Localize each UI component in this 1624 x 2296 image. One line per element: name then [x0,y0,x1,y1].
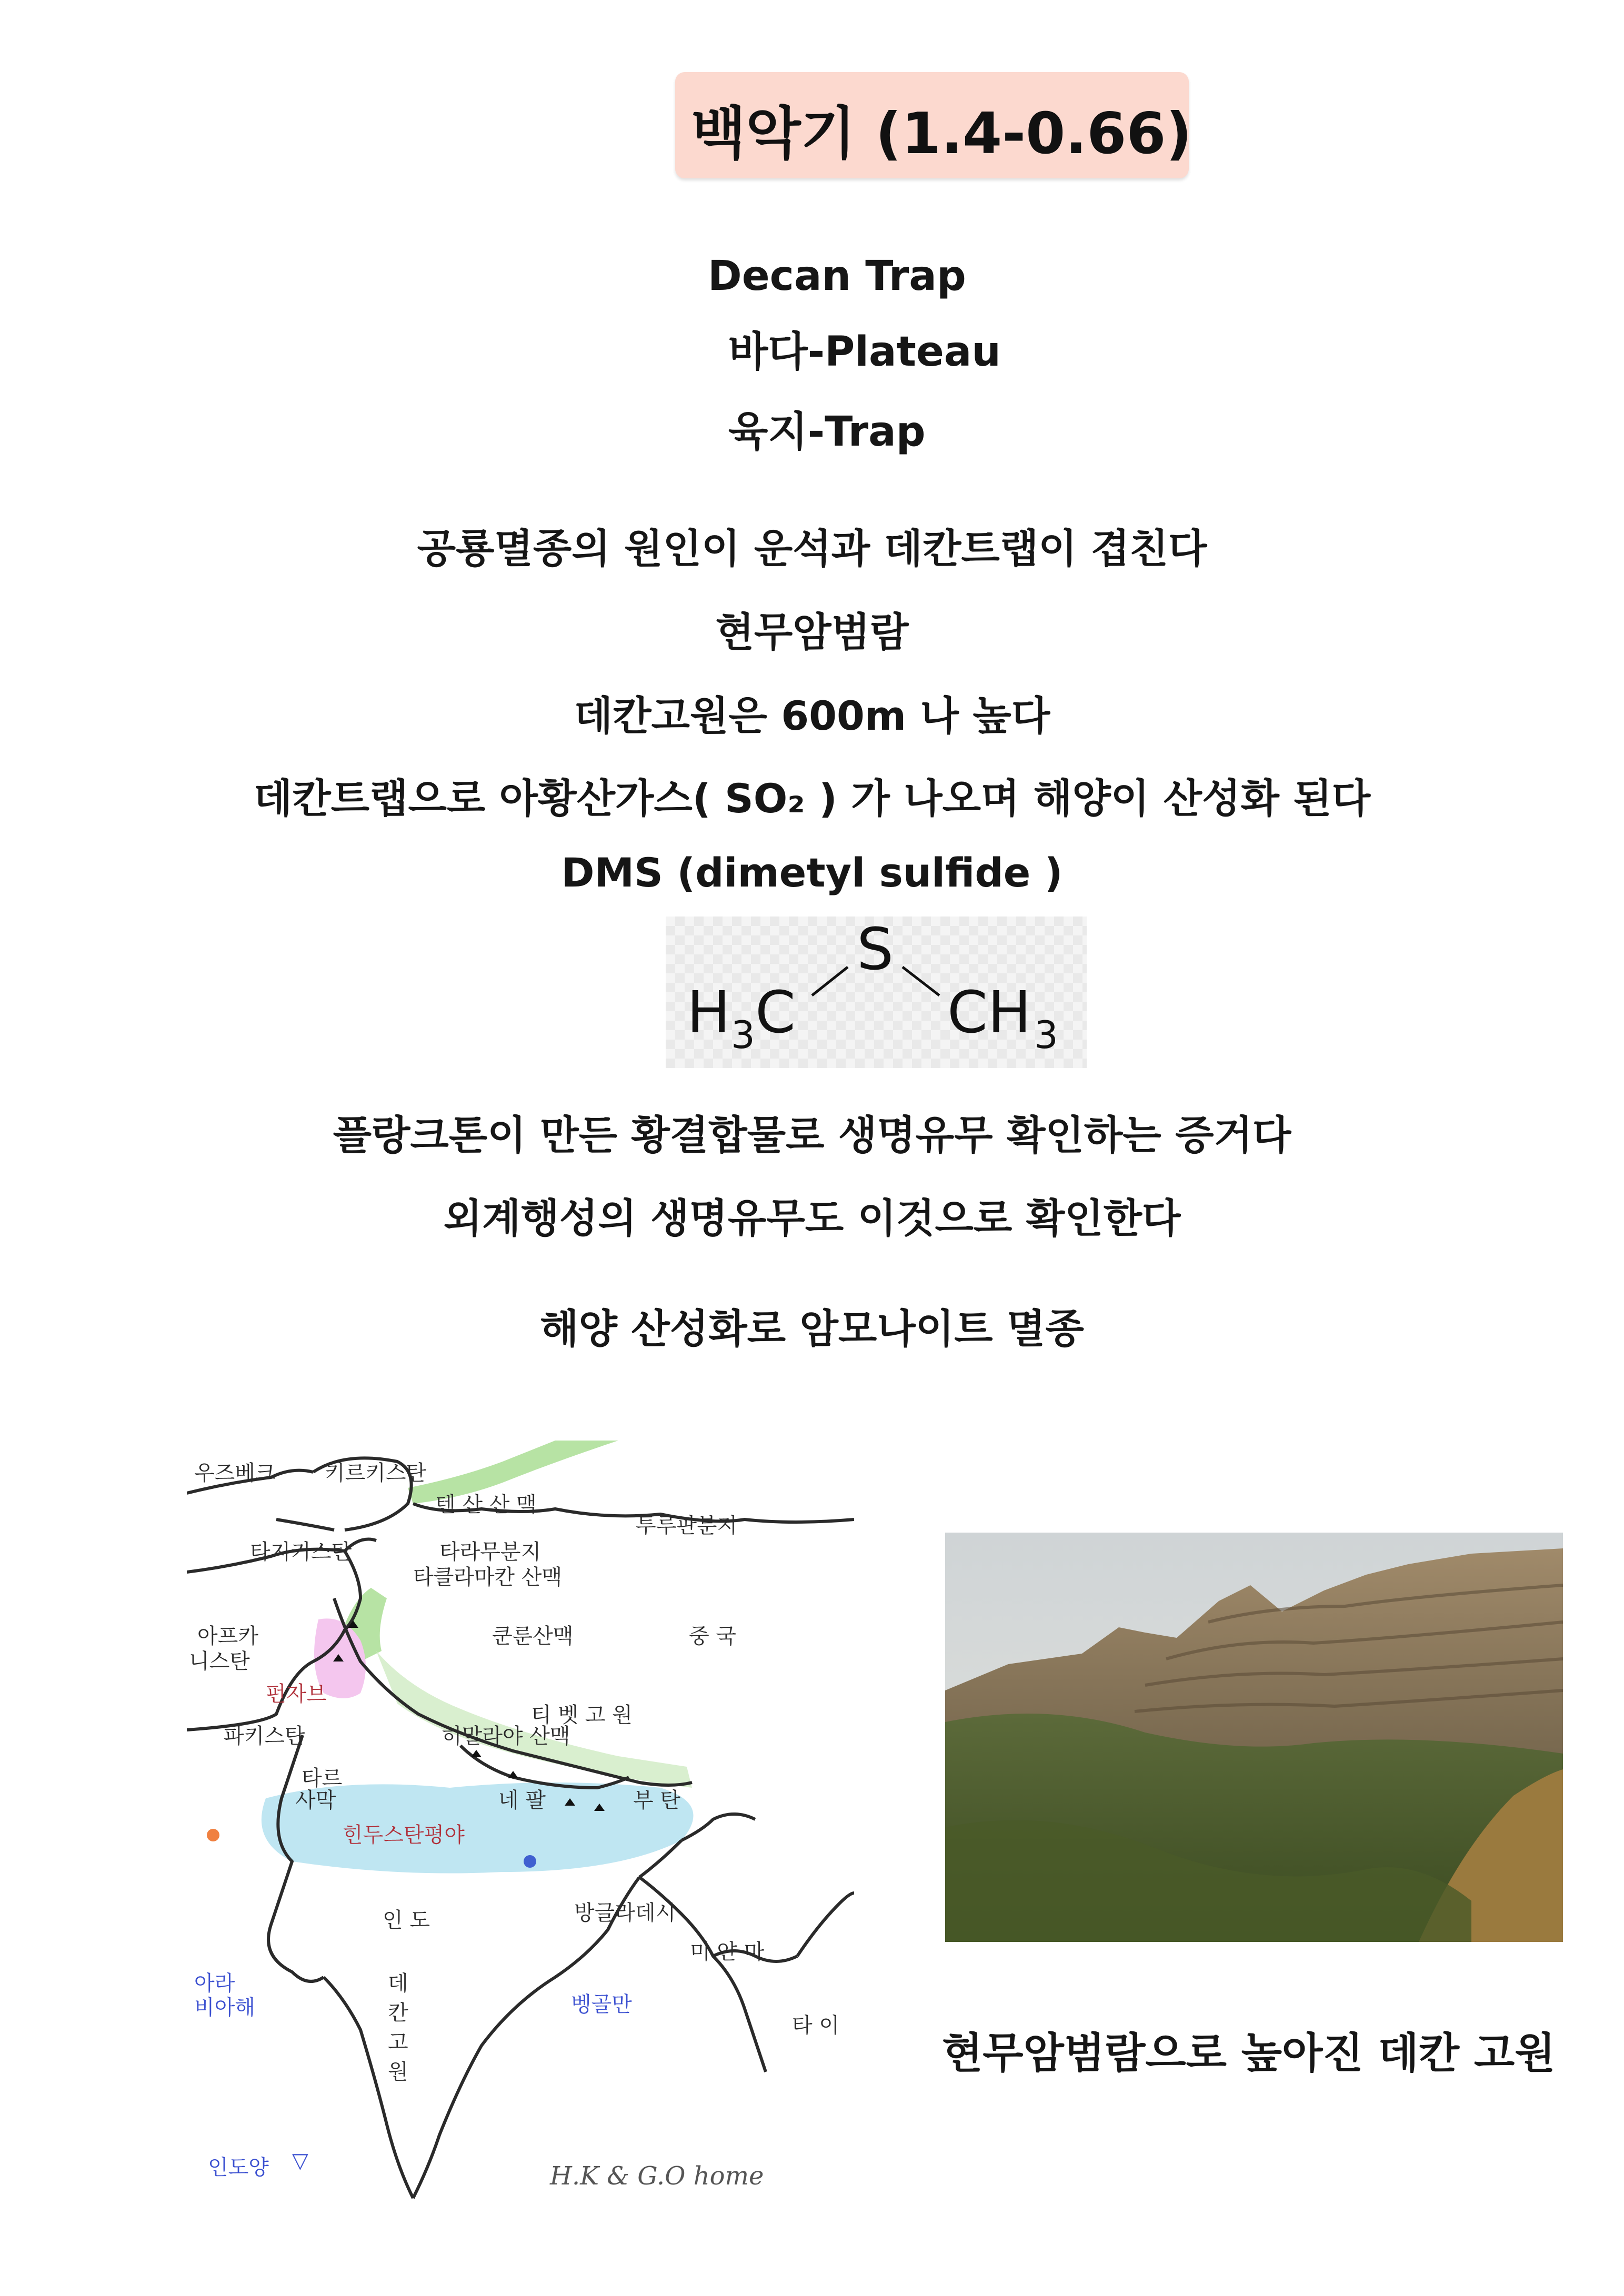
map-label-kyrgyz: 키르키스탄 [325,1461,427,1485]
decan-heading: Decan Trap [708,253,966,300]
text-line-exoplanet: 외계행성의 생명유무도 이것으로 확인한다 [443,1195,1181,1242]
text-line-extinction: 공룡멸종의 원인이 운석과 데칸트랩이 겹친다 [417,525,1207,572]
map-label-tianshan: 텐 산 산 맥 [435,1493,537,1517]
map-label-bangladesh: 방글라데시 [574,1901,676,1925]
map-label-china: 중 국 [689,1624,736,1648]
bond-right [903,967,939,995]
right-methyl-ch: CH [947,979,1031,1046]
map-label-arabia2: 비아해 [194,1996,255,2020]
map-label-thar2: 사막 [295,1788,336,1812]
text-line-plankton: 플랑크톤이 만든 황결합물로 생명유무 확인하는 증거다 [333,1112,1291,1159]
dms-structure-svg [666,917,1087,1068]
so2-text-a: 데칸트랩으로 아황산가스( SO [253,775,788,822]
map-signature: H.K & G.O home [550,2161,764,2191]
map-label-bhutan: 부 탄 [633,1788,680,1812]
map-label-kunlun: 쿤룬산맥 [492,1624,574,1648]
text-line-basalt: 현무암범람 [715,609,909,656]
so2-subscript: ₂ [787,775,805,822]
left-methyl-h: H [687,979,730,1046]
sulfur-atom: S [857,917,894,983]
decan-land: 육지-Trap [728,408,926,456]
text-line-deccan-height: 데칸고원은 600m 나 높다 [574,692,1050,739]
map-label-arabia: 아라 [194,1971,235,1996]
map-label-deccan-4: 원 [388,2060,408,2084]
map-label-punjab: 펀자브 [266,1682,327,1706]
title-box [675,72,1192,178]
left-methyl-sub: 3 [731,1013,755,1057]
map-label-indian-ocean: 인도양 [208,2156,269,2180]
map-label-tajik: 타지키스탄 [250,1540,352,1564]
decan-sea: 바다-Plateau [728,328,1001,376]
map-label-thai: 타 이 [792,2013,839,2038]
map-label-deccan-3: 고 [388,2030,408,2055]
bond-left [812,967,848,995]
map-label-tarim: 타라무분지 [439,1540,542,1564]
left-methyl-c: C [755,979,796,1046]
orange-dot [207,1829,219,1841]
map-label-afghan2: 니스탄 [189,1649,250,1674]
map-label-india: 인 도 [383,1908,430,1932]
page-title: 백악기 (1.4-0.66) [691,101,1192,167]
map-label-myanmar: 미 얀 마 [690,1940,765,1964]
indian-ocean-marker-icon: ▽ [292,2149,308,2173]
map-label-afghan: 아프카 [197,1624,258,1648]
right-methyl-sub: 3 [1034,1013,1058,1057]
map-label-deccan-2: 칸 [388,2001,408,2025]
photo-svg [945,1533,1563,1942]
map-label-tibet: 티 벳 고 원 [531,1703,633,1727]
text-line-ammonite: 해양 산성화로 암모나이트 멸종 [540,1305,1084,1352]
peak-3 [471,1750,482,1757]
map-label-nepal: 네 팔 [498,1788,546,1812]
map-label-deccan-1: 데 [388,1971,408,1996]
map-label-turpan: 투루판분지 [636,1514,738,1538]
blue-dot [524,1855,536,1868]
dms-structure-image [666,917,1087,1068]
text-line-so2 [0,767,1624,824]
map-label-hindustan: 힌두스탄평야 [343,1823,465,1847]
south-asia-map [187,1441,854,2209]
so2-text-b: ) 가 나오며 해양이 산성화 된다 [805,775,1371,822]
map-label-uzbek: 우즈베크 [194,1461,276,1485]
map-label-himalaya: 히말라야 산맥 [442,1724,570,1748]
map-label-pakistan: 파키스탄 [224,1724,305,1748]
map-label-bengal: 벵골만 [571,1992,632,2017]
map-label-karakoram: 타클라마칸 산맥 [413,1565,563,1589]
text-line-dms: DMS (dimetyl sulfide ) [561,849,1063,896]
deccan-plateau-photo [945,1533,1563,1942]
map-label-thar: 타르 [302,1766,343,1790]
photo-caption: 현무암범람으로 높아진 데칸 고원 [942,2029,1556,2078]
